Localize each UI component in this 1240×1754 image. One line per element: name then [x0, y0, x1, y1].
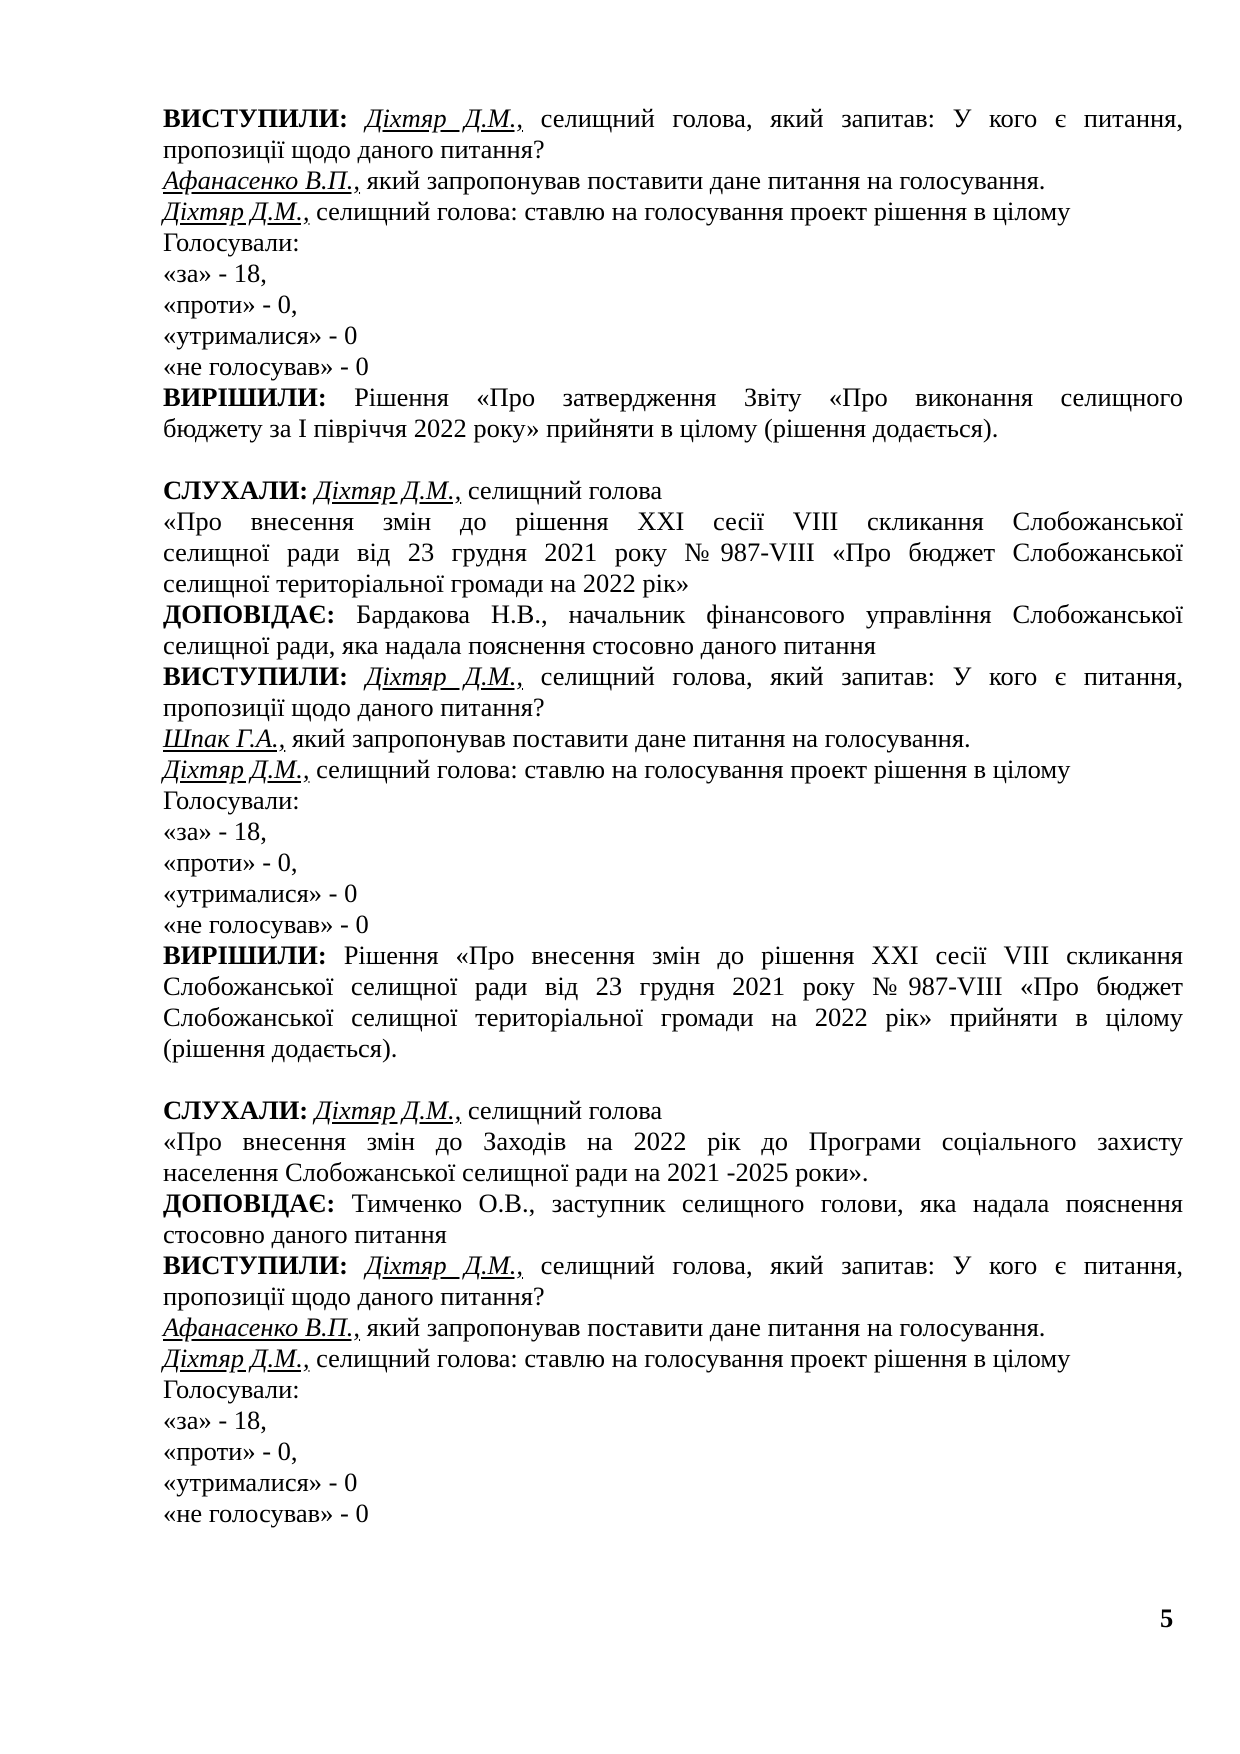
agenda-block-3: [163, 1095, 1183, 1529]
proposer-name: Шпак Г.А.,: [163, 723, 286, 753]
vote-utrymalys: «утрималися» - 0: [163, 320, 358, 350]
speaker-name: Діхтяр Д.М.,: [314, 1095, 462, 1125]
vystupyly-line: ВИСТУПИЛИ: Діхтяр Д.М., селищний голова, який запитав: У кого є питання,: [163, 1250, 1183, 1280]
proposer-line: Афанасенко В.П., який запропонував поставити дане питання на голосування.: [163, 165, 1046, 195]
spacer: [163, 1064, 1183, 1095]
speaker-name: Діхтяр Д.М.,: [365, 103, 524, 133]
agenda-block-1: [163, 103, 1183, 444]
proposer-name: Афанасенко В.П.,: [163, 1312, 361, 1342]
proposer-name: Афанасенко В.П.,: [163, 165, 361, 195]
dopovidaye-line: ДОПОВІДАЄ: Тимченко О.В., заступник селищного голови, яка надала пояснення: [163, 1188, 1183, 1218]
chair-name: Діхтяр Д.М.,: [163, 754, 310, 784]
vystupyly-cont: пропозиції щодо даного питання?: [163, 692, 545, 722]
speaker-name: Діхтяр Д.М.,: [365, 1250, 524, 1280]
spacer: [163, 444, 1183, 475]
chair-line: Діхтяр Д.М., селищний голова: ставлю на голосування проект рішення в цілому: [163, 754, 1071, 784]
topic-line-1: «Про внесення змін до рішення XXI сесії VIII скликання Слобожанської: [163, 506, 1183, 536]
vote-za: «за» - 18,: [163, 816, 267, 846]
vote-ne-holosuvav: «не голосував» - 0: [163, 351, 369, 381]
dopovidaye-line: ДОПОВІДАЄ: Бардакова Н.В., начальник фінансового управління Слобожанської: [163, 599, 1183, 629]
vyrishyly-cont-2: Слобожанської селищної територіальної громади на 2022 рік» прийняти в цілому: [163, 1002, 1183, 1032]
speaker-name: Діхтяр Д.М.,: [314, 475, 462, 505]
dopovidaye-cont: стосовно даного питання: [163, 1219, 447, 1249]
document-page: [163, 103, 1183, 1529]
chair-name: Діхтяр Д.М.,: [163, 196, 310, 226]
topic-line-1: «Про внесення змін до Заходів на 2022 рік до Програми соціального захисту: [163, 1126, 1183, 1156]
vystupyly-line: ВИСТУПИЛИ: Діхтяр Д.М., селищний голова, який запитав: У кого є питання,: [163, 103, 1183, 133]
vyrishyly-line: ВИРІШИЛИ: Рішення «Про затвердження Звіту «Про виконання селищного: [163, 382, 1183, 412]
vote-proty: «проти» - 0,: [163, 289, 298, 319]
vote-ne-holosuvav: «не голосував» - 0: [163, 909, 369, 939]
topic-line-2: населення Слобожанської селищної ради на 2021 -2025 роки».: [163, 1157, 869, 1187]
vote-utrymalys: «утрималися» - 0: [163, 1467, 358, 1497]
voted-label: Голосували:: [163, 227, 300, 257]
vote-ne-holosuvav: «не голосував» - 0: [163, 1498, 369, 1528]
vyrishyly-cont: бюджету за I півріччя 2022 року» прийняти в цілому (рішення додається).: [163, 413, 999, 443]
vyrishyly-cont-3: (рішення додається).: [163, 1033, 398, 1063]
proposer-line: Шпак Г.А., який запропонував поставити дане питання на голосування.: [163, 723, 971, 753]
vote-za: «за» - 18,: [163, 1405, 267, 1435]
vote-proty: «проти» - 0,: [163, 1436, 298, 1466]
speaker-name: Діхтяр Д.М.,: [365, 661, 524, 691]
voted-label: Голосували:: [163, 1374, 300, 1404]
page-number: 5: [1160, 1603, 1174, 1633]
chair-line: Діхтяр Д.М., селищний голова: ставлю на голосування проект рішення в цілому: [163, 1343, 1071, 1373]
sluhaly-line: СЛУХАЛИ: Діхтяр Д.М., селищний голова: [163, 1095, 663, 1125]
agenda-block-2: [163, 475, 1183, 1064]
vote-za: «за» - 18,: [163, 258, 267, 288]
vyrishyly-line: ВИРІШИЛИ: Рішення «Про внесення змін до рішення XXI сесії VIII скликання: [163, 940, 1183, 970]
proposer-line: Афанасенко В.П., який запропонував поставити дане питання на голосування.: [163, 1312, 1046, 1342]
voted-label: Голосували:: [163, 785, 300, 815]
vystupyly-cont: пропозиції щодо даного питання?: [163, 1281, 545, 1311]
vystupyly-line: ВИСТУПИЛИ: Діхтяр Д.М., селищний голова, який запитав: У кого є питання,: [163, 661, 1183, 691]
vote-proty: «проти» - 0,: [163, 847, 298, 877]
vyrishyly-cont-1: Слобожанської селищної ради від 23 грудня 2021 року №987-VIII «Про бюджет: [163, 971, 1183, 1001]
chair-line: Діхтяр Д.М., селищний голова: ставлю на голосування проект рішення в цілому: [163, 196, 1071, 226]
vote-utrymalys: «утрималися» - 0: [163, 878, 358, 908]
topic-line-2: селищної ради від 23 грудня 2021 року №987-VIII «Про бюджет Слобожанської: [163, 537, 1183, 567]
chair-name: Діхтяр Д.М.,: [163, 1343, 310, 1373]
sluhaly-line: СЛУХАЛИ: Діхтяр Д.М., селищний голова: [163, 475, 663, 505]
topic-line-3: селищної територіальної громади на 2022 рік»: [163, 568, 690, 598]
vystupyly-cont: пропозиції щодо даного питання?: [163, 134, 545, 164]
dopovidaye-cont: селищної ради, яка надала пояснення стосовно даного питання: [163, 630, 876, 660]
